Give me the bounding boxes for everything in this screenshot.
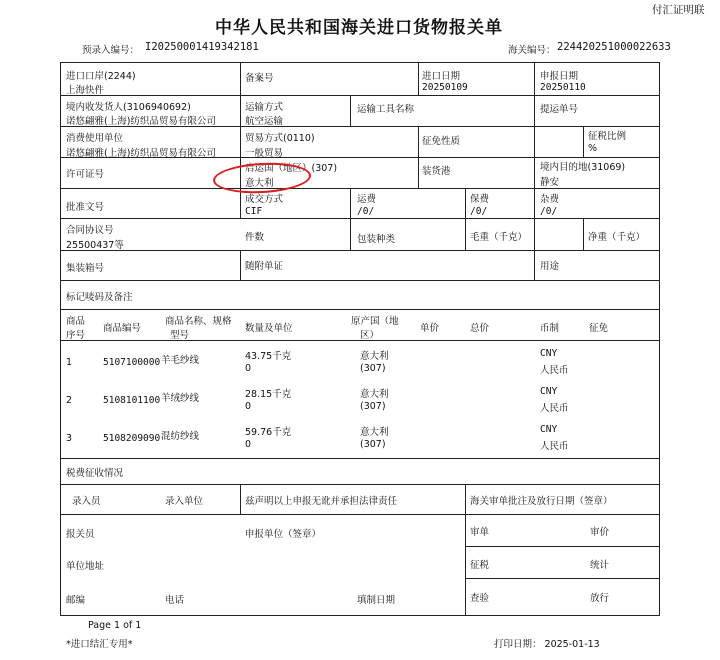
freight-label: 运费: [357, 194, 377, 205]
gross-weight-label: 毛重（千克）: [470, 232, 528, 243]
goods-header-total: 总价: [470, 323, 490, 334]
release-label: 放行: [590, 593, 610, 604]
page-number: Page 1 of 1: [88, 620, 142, 631]
exemption-label: 征免性质: [422, 136, 461, 147]
goods-country: 意大利: [360, 389, 389, 400]
deal-mode-value: CIF: [245, 206, 263, 217]
review-label: 审单: [470, 527, 490, 538]
column-divider: [240, 484, 241, 514]
entry-unit-label: 录入单位: [165, 496, 204, 507]
import-date-value: 20250109: [422, 82, 468, 93]
declare-date-value: 20250110: [540, 82, 586, 93]
goods-seq: 3: [66, 433, 73, 444]
goods-header-seq-2: 序号: [66, 330, 86, 341]
column-divider: [465, 484, 466, 616]
copy-label: 付汇证明联: [652, 4, 705, 16]
row-divider: [60, 484, 660, 485]
pre-entry-number: I20250001419342181: [145, 41, 259, 53]
customs-approval-label: 海关审单批注及放行日期（签章）: [470, 496, 613, 507]
goods-header-name-2: 型号: [170, 330, 190, 341]
goods-name: 羊毛纱线: [161, 355, 200, 366]
insurance-value: /0/: [470, 206, 488, 217]
goods-name: 羊绒纱线: [161, 393, 200, 404]
goods-header-code: 商品编号: [103, 323, 142, 334]
special-use-label: *进口结汇专用*: [66, 639, 133, 650]
goods-code: 5108101100: [103, 395, 161, 406]
insurance-label: 保费: [470, 194, 490, 205]
fill-date-label: 填制日期: [357, 595, 396, 606]
unit-address-label: 单位地址: [66, 561, 105, 572]
column-divider: [583, 218, 584, 250]
goods-currency-code: CNY: [540, 424, 558, 435]
tax-ratio-label: 征税比例: [588, 131, 627, 142]
row-divider: [60, 514, 660, 515]
net-weight-label: 净重（千克）: [588, 232, 646, 243]
import-date-label: 进口日期: [422, 71, 461, 82]
usage-label: 用途: [540, 261, 560, 272]
row-divider: [60, 309, 660, 310]
goods-currency-code: CNY: [540, 348, 558, 359]
goods-header-unit-price: 单价: [420, 323, 440, 334]
trade-mode-label: 贸易方式(0110): [245, 133, 315, 144]
goods-country: 意大利: [360, 427, 389, 438]
goods-header-name: 商品名称、规格: [165, 316, 232, 327]
goods-header-currency: 币制: [540, 323, 560, 334]
goods-header-origin-2: 区）: [360, 330, 380, 341]
bill-number-label: 提运单号: [540, 104, 579, 115]
goods-country-code: (307): [360, 439, 386, 450]
destination-label: 境内目的地(31069): [540, 162, 626, 173]
goods-country-code: (307): [360, 363, 386, 374]
trade-mode-value: 一般贸易: [245, 148, 284, 159]
consumer-label: 消费使用单位: [66, 133, 124, 144]
documents-label: 随附单证: [245, 261, 284, 272]
deal-mode-label: 成交方式: [245, 194, 284, 205]
statistics-label: 统计: [590, 560, 610, 571]
column-divider: [534, 62, 535, 250]
import-port-label: 进口口岸(2244): [66, 71, 136, 82]
row-divider: [60, 280, 660, 281]
goods-currency-name: 人民币: [540, 441, 569, 452]
transport-mode-value: 航空运输: [245, 116, 284, 127]
pieces-label: 件数: [245, 232, 265, 243]
import-port-value: 上海快件: [66, 85, 105, 96]
goods-currency-name: 人民币: [540, 365, 569, 376]
row-divider: [60, 218, 660, 219]
destination-value: 静安: [540, 177, 560, 188]
row-divider: [465, 546, 660, 547]
column-divider: [583, 126, 584, 157]
goods-currency-name: 人民币: [540, 403, 569, 414]
tax-section-label: 税费征收情况: [66, 468, 124, 479]
column-divider: [350, 95, 351, 126]
contract-value: 25500437等: [66, 240, 124, 251]
column-divider: [418, 62, 419, 95]
statement-text: 兹声明以上申报无讹并承担法律责任: [245, 496, 398, 507]
goods-header-seq: 商品: [66, 316, 86, 327]
goods-header-exempt: 征免: [589, 323, 609, 334]
origin-country-label: 启运国（地区）(307): [245, 163, 338, 174]
license-label: 许可证号: [66, 169, 105, 180]
column-divider: [418, 126, 419, 157]
goods-currency-code: CNY: [540, 386, 558, 397]
package-label: 包装种类: [357, 234, 396, 245]
consignee-label: 境内收发货人(3106940692): [66, 102, 191, 113]
goods-header-qty: 数量及单位: [245, 323, 293, 334]
inspect-label: 查验: [470, 593, 490, 604]
row-divider: [465, 578, 660, 579]
misc-label: 杂费: [540, 194, 560, 205]
goods-qty-secondary: 0: [245, 439, 252, 450]
pre-entry-label: 预录入编号：: [82, 45, 140, 56]
goods-country-code: (307): [360, 401, 386, 412]
record-number-label: 备案号: [245, 73, 274, 84]
row-divider: [60, 95, 660, 96]
goods-header-origin: 原产国（地: [351, 316, 399, 327]
goods-seq: 2: [66, 395, 73, 406]
declare-unit-label: 申报单位（签章）: [245, 529, 322, 540]
goods-qty: 59.76千克: [245, 427, 292, 438]
goods-country: 意大利: [360, 351, 389, 362]
column-divider: [350, 188, 351, 250]
approval-label: 批准文号: [66, 202, 105, 213]
misc-value: /0/: [540, 206, 558, 217]
column-divider: [534, 250, 535, 280]
row-divider: [60, 458, 660, 459]
goods-qty: 28.15千克: [245, 389, 292, 400]
consignee-value: 诺悠翩雅(上海)纺织品贸易有限公司: [66, 116, 216, 127]
goods-code: 5107100000: [103, 357, 161, 368]
customs-number: 224420251000022633: [557, 41, 671, 53]
customs-number-label: 海关编号：: [508, 45, 556, 56]
freight-value: /0/: [357, 206, 375, 217]
container-label: 集装箱号: [66, 263, 105, 274]
column-divider: [465, 188, 466, 250]
goods-qty-secondary: 0: [245, 401, 252, 412]
postcode-label: 邮编: [66, 595, 86, 606]
origin-country-value: 意大利: [245, 178, 274, 189]
consumer-value: 诺悠翩雅(上海)纺织品贸易有限公司: [66, 148, 216, 159]
loading-port-label: 装货港: [422, 166, 451, 177]
column-divider: [418, 157, 419, 188]
marks-label: 标记唛码及备注: [66, 292, 133, 303]
entry-person-label: 录入员: [72, 496, 101, 507]
column-divider: [240, 62, 241, 219]
price-review-label: 审价: [590, 527, 610, 538]
column-divider: [240, 250, 241, 280]
row-divider: [60, 250, 660, 251]
goods-qty-secondary: 0: [245, 363, 252, 374]
phone-label: 电话: [165, 595, 185, 606]
levy-label: 征税: [470, 560, 490, 571]
goods-seq: 1: [66, 357, 73, 368]
document-title: 中华人民共和国海关进口货物报关单: [215, 18, 503, 38]
goods-name: 混纺纱线: [161, 431, 200, 442]
row-divider: [60, 188, 660, 189]
contract-label: 合同协议号: [66, 225, 114, 236]
goods-qty: 43.75千克: [245, 351, 292, 362]
declare-date-label: 申报日期: [540, 71, 579, 82]
declarant-label: 报关员: [66, 529, 95, 540]
transport-tool-label: 运输工具名称: [357, 104, 415, 115]
transport-mode-label: 运输方式: [245, 102, 284, 113]
tax-ratio-value: %: [588, 143, 598, 154]
goods-code: 5108209090: [103, 433, 161, 444]
print-date: 打印日期： 2025-01-13: [494, 639, 600, 650]
